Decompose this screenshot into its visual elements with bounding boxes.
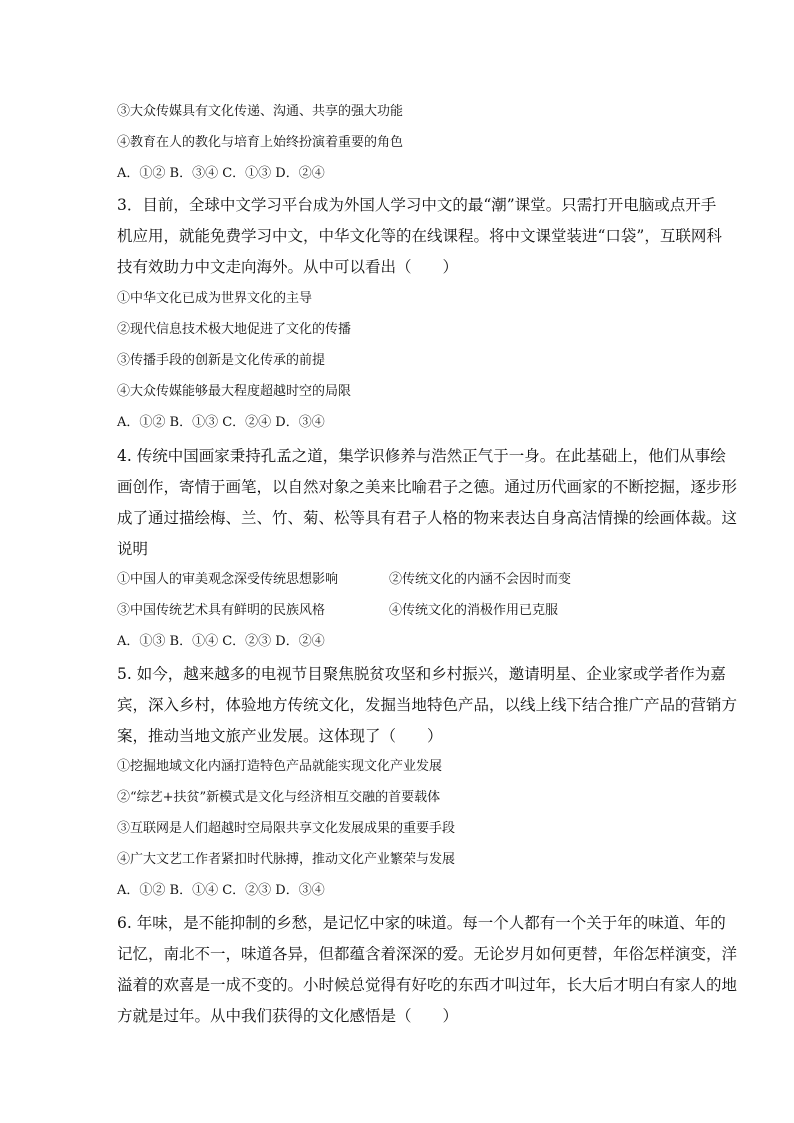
q4-options-row-1 (117, 571, 338, 589)
q3-option-1: ①中华文化已成为世界文化的主导 (117, 291, 313, 306)
q5-stem-line-3: 案，推动当地文旅产业发展。这体现了（ ） (117, 727, 443, 745)
q6-stem-line-1: 6. 年味，是不能抑制的乡愁，是记忆中家的味道。每一个人都有一个关于年的味道、年的 (117, 914, 726, 932)
q4-stem-line-2: 画创作，寄情于画笔，以自然对象之美来比喻君子之德。通过历代画家的不断挖掘，逐步形 (117, 478, 738, 496)
q5-option-2: ②“综艺+扶贫”新模式是文化与经济相互交融的首要载体 (117, 790, 441, 805)
q5-option-1: ①挖掘地域文化内涵打造特色产品就能实现文化产业发展 (117, 759, 443, 774)
q3-stem-line-2: 机应用，就能免费学习中文，中华文化等的在线课程。将中文课堂装进“口袋”，互联网科 (117, 227, 722, 245)
q3-option-2: ②现代信息技术极大地促进了文化的传播 (117, 322, 352, 337)
q3-option-3: ③传播手段的创新是文化传承的前提 (117, 353, 326, 368)
q5-stem-line-1: 5. 如今，越来越多的电视节目聚焦脱贫攻坚和乡村振兴，邀请明星、企业家或学者作为嘉 (117, 665, 726, 683)
q3-option-4: ④大众传媒能够最大程度超越时空的局限 (117, 384, 352, 399)
q4-stem-line-1: 4. 传统中国画家秉持孔孟之道，集学识修养与浩然正气于一身。在此基础上，他们从事绘 (117, 447, 726, 465)
q4-stem-line-4: 说明 (117, 540, 149, 558)
q5-stem-line-2: 宾，深入乡村，体验地方传统文化，发掘当地特色产品，以线上线下结合推广产品的营销方 (117, 696, 738, 714)
q4-option-3: ③中国传统艺术具有鲜明的民族风格 (117, 603, 326, 618)
q3-answer-choices: A．①② B．①③ C．②④ D．③④ (117, 415, 325, 430)
q4-stem-line-3: 成了通过描绘梅、兰、竹、菊、松等具有君子人格的物来表达自身高洁情操的绘画体裁。这 (117, 509, 738, 527)
q4-answer-choices: A．①③ B．①④ C．②③ D．②④ (117, 634, 325, 649)
q4-option-1: ①中国人的审美观念深受传统思想影响 (117, 572, 339, 587)
q4-options-row-2 (117, 602, 325, 620)
q6-stem-line-3: 溢着的欢喜是一成不变的。小时候总觉得有好吃的东西才叫过年，长大后才明白有家人的地 (117, 976, 738, 994)
q2-option-4: ④教育在人的教化与培育上始终扮演着重要的角色 (117, 135, 404, 150)
q3-stem-line-3: 技有效助力中文走向海外。从中可以看出（ ） (117, 258, 459, 276)
q2-option-3: ③大众传媒具有文化传递、沟通、共享的强大功能 (117, 104, 404, 119)
q6-stem-line-4: 方就是过年。从中我们获得的文化感悟是（ ） (117, 1007, 459, 1025)
q5-option-3: ③互联网是人们超越时空局限共享文化发展成果的重要手段 (117, 821, 456, 836)
q3-stem-line-1: 3．目前，全球中文学习平台成为外国人学习中文的最“潮”课堂。只需打开电脑或点开手 (117, 196, 717, 214)
q5-option-4: ④广大文艺工作者紧扣时代脉搏，推动文化产业繁荣与发展 (117, 852, 456, 867)
q4-option-2: ②传统文化的内涵不会因时而变 (389, 572, 572, 587)
q6-stem-line-2: 记忆，南北不一，味道各异，但都蕴含着深深的爱。无论岁月如何更替，年俗怎样演变，洋 (117, 945, 738, 963)
q4-option-4: ④传统文化的消极作用已克服 (389, 603, 559, 618)
q2-answer-choices: A．①② B．③④ C．①③ D．②④ (117, 166, 325, 181)
q5-answer-choices: A．①② B．①④ C．②③ D．③④ (117, 883, 325, 898)
